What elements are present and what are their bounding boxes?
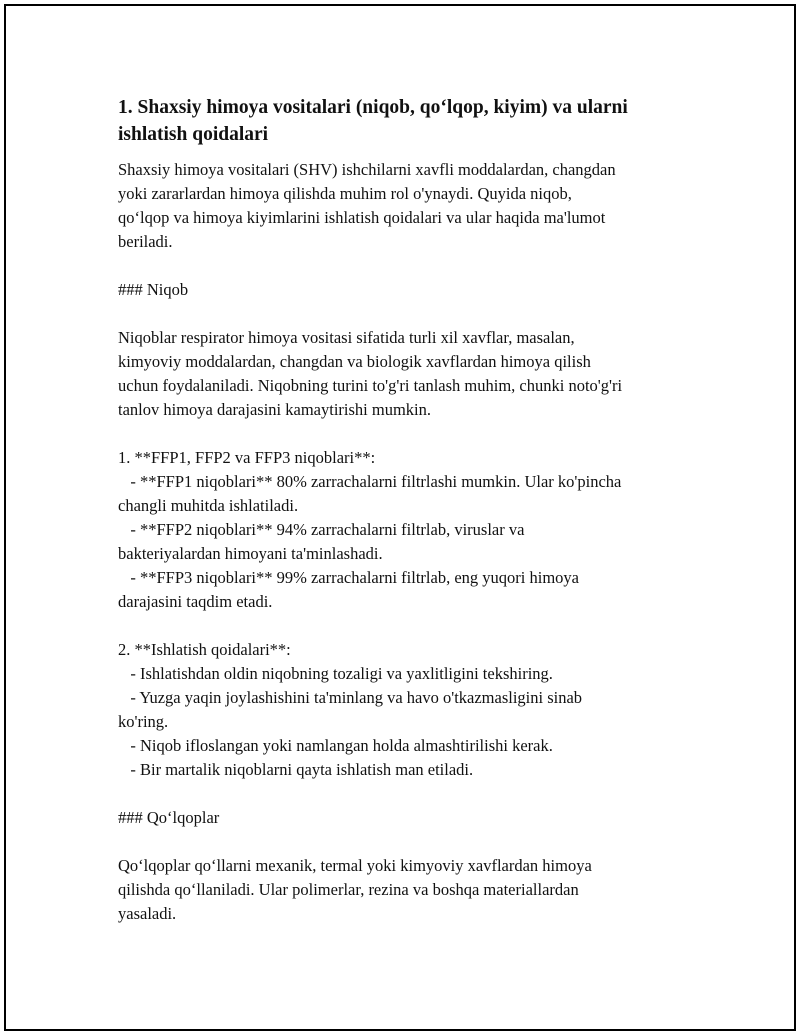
text-line: - **FFP3 niqoblari** 99% zarrachalarni filtrlab, eng yuqori himoya	[118, 568, 579, 587]
document-title-line-2: ishlatish qoidalari	[118, 124, 269, 145]
text-line: kimyoviy moddalardan, changdan va biologik xavflardan himoya qilish	[118, 352, 591, 371]
text-line: 2. **Ishlatish qoidalari**:	[118, 640, 291, 659]
text-line: changli muhitda ishlatiladi.	[118, 496, 299, 515]
text-line: tanlov himoya darajasini kamaytirishi mumkin.	[118, 400, 431, 419]
document-title	[118, 94, 688, 148]
blank-line	[118, 302, 688, 326]
text-line: ko'ring.	[118, 712, 169, 731]
blank-line	[118, 782, 688, 806]
blank-line	[118, 254, 688, 278]
text-line: darajasini taqdim etadi.	[118, 592, 273, 611]
text-line: - Bir martalik niqoblarni qayta ishlatish man etiladi.	[118, 760, 474, 779]
text-line: - **FFP2 niqoblari** 94% zarrachalarni filtrlab, viruslar va	[118, 520, 525, 539]
text-line: Niqoblar respirator himoya vositasi sifatida turli xil xavflar, masalan,	[118, 328, 575, 347]
document-text	[118, 158, 688, 926]
text-line: yasaladi.	[118, 904, 177, 923]
blank-line	[118, 830, 688, 854]
text-line: - Niqob ifloslangan yoki namlangan holda almashtirilishi kerak.	[118, 736, 553, 755]
blank-line	[118, 614, 688, 638]
text-line: Qo‘lqoplar qo‘llarni mexanik, termal yoki kimyoviy xavflardan himoya	[118, 856, 592, 875]
text-line: beriladi.	[118, 232, 173, 251]
text-line: bakteriyalardan himoyani ta'minlashadi.	[118, 544, 383, 563]
text-line: ### Qo‘lqoplar	[118, 808, 220, 827]
document-body	[118, 94, 688, 926]
document-title-line-1: 1. Shaxsiy himoya vositalari (niqob, qo‘lqop, kiyim) va ularni	[118, 97, 628, 118]
text-line: qo‘lqop va himoya kiyimlarini ishlatish qoidalari va ular haqida ma'lumot	[118, 208, 606, 227]
text-line: - Yuzga yaqin joylashishini ta'minlang va havo o'tkazmasligini sinab	[118, 688, 583, 707]
text-line: 1. **FFP1, FFP2 va FFP3 niqoblari**:	[118, 448, 376, 467]
text-line: ### Niqob	[118, 280, 189, 299]
text-line: qilishda qo‘llaniladi. Ular polimerlar, rezina va boshqa materiallardan	[118, 880, 579, 899]
text-line: yoki zararlardan himoya qilishda muhim rol o'ynaydi. Quyida niqob,	[118, 184, 572, 203]
text-line: - **FFP1 niqoblari** 80% zarrachalarni filtrlashi mumkin. Ular ko'pincha	[118, 472, 622, 491]
blank-line	[118, 422, 688, 446]
text-line: uchun foydalaniladi. Niqobning turini to'g'ri tanlash muhim, chunki noto'g'ri	[118, 376, 623, 395]
text-line: - Ishlatishdan oldin niqobning tozaligi va yaxlitligini tekshiring.	[118, 664, 553, 683]
text-line: Shaxsiy himoya vositalari (SHV) ishchilarni xavfli moddalardan, changdan	[118, 160, 616, 179]
